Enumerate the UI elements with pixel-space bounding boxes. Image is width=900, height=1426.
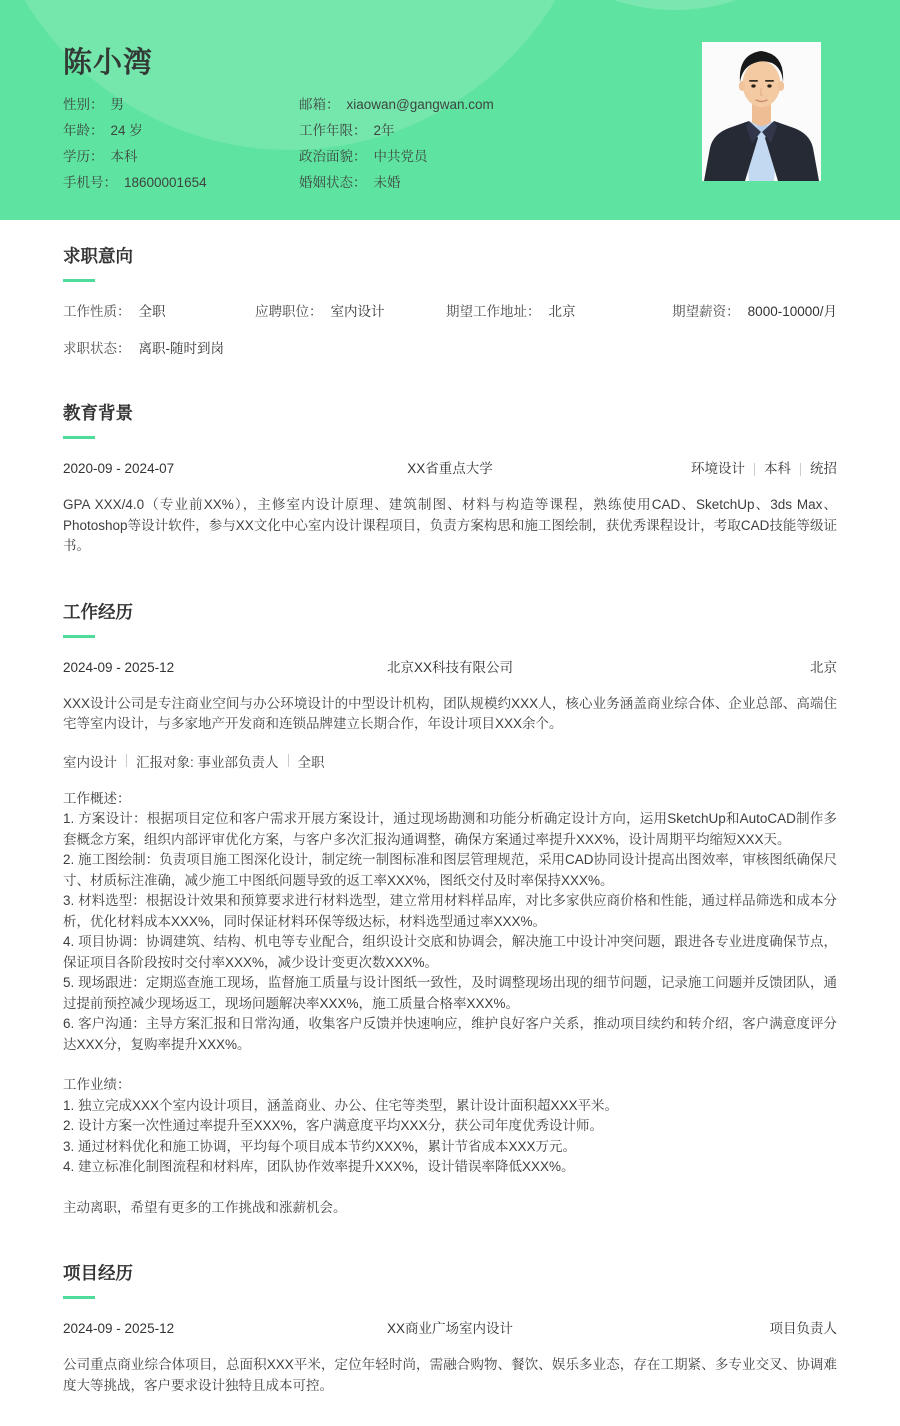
section-title-project: 项目经历 [63,1263,133,1283]
info-gender [63,96,299,122]
education-degree: 本科 [764,461,791,476]
info-value: xiaowan@gangwan.com [346,97,494,112]
section-accent-bar [63,1296,95,1299]
info-phone [63,174,299,200]
candidate-name: 陈小湾 [63,47,154,79]
section-education [63,400,837,557]
duty-item: 1. 方案设计：根据项目定位和客户需求开展方案设计，通过现场勘测和功能分析确定设计方向，运用SketchUp和AutoCAD制作多套概念方案，组织内部评审优化方案，与客户多次汇报沟通调整，确保方案通过率提升XXX%，设计周期平均缩短XXX天。 [63,811,837,847]
tag-divider [754,463,755,476]
field-value: 离职-随时到岗 [138,341,224,356]
work-company: 北京XX科技有限公司 [386,659,513,675]
section-title-education: 教育背景 [63,403,133,423]
field-target-position [255,303,446,321]
achievement-item: 1. 独立完成XXX个室内设计项目，涵盖商业、办公、住宅等类型，累计设计面积超XXX平米。 [63,1097,619,1113]
section-title-work: 工作经历 [63,601,133,622]
field-value: 北京 [548,304,576,319]
section-project-experience [63,1260,837,1396]
info-work-years [299,122,494,148]
info-value: 2年 [373,123,395,138]
profile-photo [702,42,821,181]
info-value: 24 岁 [110,123,143,138]
info-political-status [299,148,494,174]
work-company-intro: XXX设计公司是专注商业空间与办公环境设计的中型设计机构，团队规模约XXX人，核心业务涵盖商业综合体、企业总部、高端住宅等室内设计，与多家地产开发商和连锁品牌建立长期合作，年设计项目XXX余个。 [63,695,837,731]
header-info-grid [63,96,494,200]
info-label: 性别： [63,97,104,112]
info-label: 政治面貌： [299,149,367,164]
field-label: 求职状态： [63,341,131,356]
work-period: 2024-09 - 2025-12 [63,659,175,675]
profile-photo-illustration [702,42,821,181]
field-value: 全职 [138,304,166,319]
info-value: 18600001654 [124,175,207,190]
education-period: 2020-09 - 2024-07 [63,461,175,476]
duty-item: 2. 施工图绘制：负责项目施工图深化设计，制定统一制图标准和图层管理规范，采用CAD协同设计提高出图效率，审核图纸确保尺寸、材质标注准确，减少施工中图纸问题导致的返工率XXX%，图纸交付及时率保持XXX%。 [63,852,837,888]
education-admission-type: 统招 [810,461,837,476]
header-info-col-right [299,96,494,200]
field-label: 应聘职位： [255,304,323,319]
work-location: 北京 [810,659,837,675]
field-value: 室内设计 [330,304,385,319]
field-label: 期望薪资： [672,304,740,319]
project-role: 项目负责人 [769,1321,837,1336]
education-major: 环境设计 [691,461,745,476]
duty-item: 4. 项目协调：协调建筑、结构、机电等专业配合，组织设计交底和协调会，解决施工中设计冲突问题，跟进各专业进度确保节点，保证项目各阶段按时交付率XXX%，减少设计变更次数XXX%。 [63,934,837,970]
project-name: XX商业广场室内设计 [386,1321,513,1336]
work-overview-label: 工作概述： [63,790,131,806]
info-label: 婚姻状态： [299,175,367,190]
info-value: 男 [110,97,124,112]
work-duties-list [63,809,837,1055]
work-position-line [63,751,837,771]
field-target-location [446,303,672,321]
work-position-tags [63,751,325,771]
info-label: 学历： [63,149,104,164]
section-work-experience [63,599,837,1219]
info-education-level [63,148,299,174]
info-value: 本科 [110,149,138,164]
field-job-nature [63,303,255,321]
info-label: 工作年限： [299,123,367,138]
duty-item: 6. 客户沟通：主导方案汇报和日常沟通，收集客户反馈并快速响应，维护良好客户关系，推动项目续约和转介绍，客户满意度评分达XXX分，复购率提升XXX%。 [63,1016,837,1052]
section-accent-bar [63,436,95,439]
section-job-intent [63,243,837,358]
field-label: 期望工作地址： [446,304,541,319]
achievement-item: 4. 建立标准化制图流程和材料库，团队协作效率提升XXX%，设计错误率降低XXX%。 [63,1159,575,1174]
work-achievements-list [63,1096,837,1178]
work-achievements-label: 工作业绩： [63,1077,131,1092]
duty-item: 5. 现场跟进：定期巡查施工现场，监督施工质量与设计图纸一致性，及时调整现场出现的细节问题，记录施工问题并反馈团队，通过提前预控减少现场返工，现场问题解决率XXX%，施工质量合格率XXX%。 [63,975,837,1011]
education-tags [691,460,837,478]
achievement-item: 2. 设计方案一次性通过率提升至XXX%，客户满意度平均XXX分，获公司年度优秀设计师。 [63,1118,604,1133]
info-label: 手机号： [63,175,117,190]
achievement-item: 3. 通过材料优化和施工协调，平均每个项目成本节约XXX%，累计节省成本XXX万元。 [63,1138,577,1154]
project-period: 2024-09 - 2025-12 [63,1321,175,1336]
project-entry-header [63,1320,837,1338]
field-expected-salary [672,303,837,321]
section-accent-bar [63,279,95,282]
info-label: 邮箱： [299,97,340,112]
tag-divider [288,754,289,767]
section-accent-bar [63,635,95,638]
resume-header [0,0,900,220]
info-marital-status [299,174,494,200]
info-label: 年龄： [63,123,104,138]
work-entry-header [63,659,837,677]
section-title-job-intent: 求职意向 [63,246,133,266]
info-value: 中共党员 [373,149,428,164]
header-info-col-left [63,96,299,200]
tag-divider [800,463,801,476]
education-entry-header [63,460,837,478]
work-position: 室内设计 [63,754,117,770]
info-email [299,96,494,122]
field-label: 工作性质： [63,304,131,319]
info-age [63,122,299,148]
info-value: 未婚 [373,175,401,190]
tag-divider [126,754,127,767]
field-job-status [63,340,224,358]
intent-row-primary [63,303,837,321]
intent-row-status [63,340,837,358]
field-value: 8000-10000/月 [747,304,837,319]
work-job-type: 全职 [297,754,325,770]
education-school: XX省重点大学 [407,461,493,476]
work-leave-reason: 主动离职，希望有更多的工作挑战和涨薪机会。 [63,1199,347,1215]
education-description: GPA XXX/4.0（专业前XX%），主修室内设计原理、建筑制图、材料与构造等课程，熟练使用CAD、SketchUp、3ds Max、Photoshop等设计软件，参与XX文化中心室内设计课程项目，负责方案构思和施工图绘制，获优秀课程设计，考取CAD技能等级证书。 [63,497,837,553]
work-report-to: 汇报对象: 事业部负责人 [136,754,279,770]
project-description: 公司重点商业综合体项目，总面积XXX平米，定位年轻时尚，需融合购物、餐饮、娱乐多业态，存在工期紧、多专业交叉、协调难度大等挑战，客户要求设计独特且成本可控。 [63,1357,837,1393]
resume-body [0,243,900,1426]
duty-item: 3. 材料选型：根据设计效果和预算要求进行材料选型，建立常用材料样品库，对比多家供应商价格和性能，通过样品筛选和成本分析，优化材料成本XXX%，同时保证材料环保等级达标，材料选型通过率XXX%。 [63,893,837,929]
